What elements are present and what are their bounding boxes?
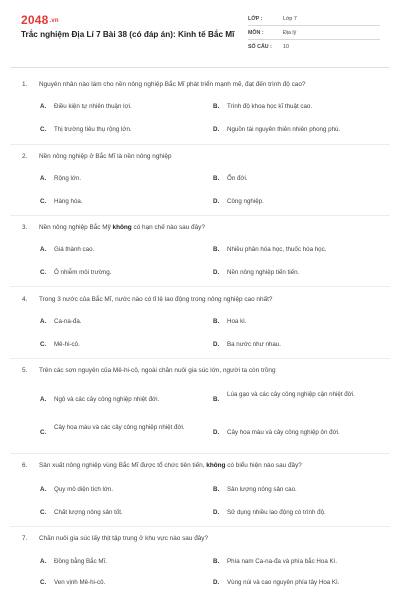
header-divider	[10, 67, 390, 68]
option-letter: A.	[40, 558, 47, 565]
logo-text: 2048	[21, 13, 49, 27]
question-number: 4.	[22, 296, 28, 303]
option-letter: C.	[40, 126, 47, 133]
answer-option[interactable]	[40, 268, 210, 277]
answer-option[interactable]	[213, 125, 383, 134]
option-letter: B.	[213, 318, 220, 325]
info-value: 10	[283, 44, 289, 50]
answer-option[interactable]	[40, 395, 210, 404]
answer-option[interactable]	[213, 245, 383, 254]
question-text	[22, 296, 382, 303]
option-text: Cây hoa màu và các cây công nghiệp nhiệt đới.	[54, 424, 185, 431]
quiz-info-table	[248, 12, 380, 54]
question-stem: Nguyên nhân nào làm cho nền nông nghiệp Bắc Mĩ phát triển mạnh mẽ, đạt đến trình độ cao?	[39, 81, 306, 88]
answer-option[interactable]	[213, 197, 383, 206]
question-stem-part: Sản xuất nông nghiệp vùng Bắc Mĩ được tổ chức tiên tiến,	[39, 462, 207, 469]
option-text: Ba nước như nhau.	[227, 341, 281, 348]
option-letter: C.	[40, 269, 47, 276]
option-text: Hoa kì.	[227, 318, 247, 325]
option-text: Rộng lớn.	[54, 175, 82, 182]
option-letter: C.	[40, 341, 47, 348]
question-number: 5.	[22, 367, 28, 374]
question-stem: Trong 3 nước của Bắc Mĩ, nước nào có tỉ lệ lao động trong nông nghiệp cao nhất?	[39, 296, 273, 303]
option-letter: A.	[40, 103, 47, 110]
option-text: Vùng núi và cao nguyên phía tây Hoa Kì.	[227, 579, 340, 586]
option-letter: A.	[40, 486, 47, 493]
option-letter: C.	[40, 198, 47, 205]
answer-option[interactable]	[40, 197, 210, 206]
answer-option[interactable]	[40, 125, 210, 134]
question-number: 1.	[22, 81, 28, 88]
answer-option[interactable]	[40, 578, 210, 587]
question-stem: Chăn nuôi gia súc lấy thịt tập trung ở khu vực nào sau đây?	[39, 535, 209, 542]
answer-option[interactable]	[213, 578, 383, 587]
answer-option[interactable]	[40, 423, 210, 437]
option-text: Công nghiệp.	[227, 198, 264, 205]
info-label: LỚP :	[248, 15, 263, 22]
option-letter: D.	[213, 509, 220, 516]
question-emphasis: không	[112, 224, 132, 231]
site-logo[interactable]	[21, 13, 59, 27]
option-letter: A.	[40, 175, 47, 182]
option-letter: B.	[213, 103, 220, 110]
question-text	[22, 367, 382, 374]
question-stem-part: có biểu hiện nào sau đây?	[225, 462, 302, 469]
question-stem-part: Nền nông nghiệp Bắc Mỹ	[39, 224, 113, 231]
info-value: Địa lý	[283, 29, 297, 36]
option-text: Lúa gạo và các cây công nghiệp cận nhiệt đới.	[227, 391, 355, 398]
answer-option[interactable]	[213, 508, 383, 517]
option-letter: B.	[213, 486, 220, 493]
option-text: Điều kiện tự nhiên thuận lợi.	[54, 103, 132, 110]
question-number: 6.	[22, 462, 28, 469]
info-label: MÔN :	[248, 29, 264, 36]
answer-option[interactable]	[40, 557, 210, 566]
option-text: Phía nam Ca-na-đa và phía bắc Hoa Kì.	[227, 558, 338, 565]
option-text: Hàng hóa.	[54, 198, 83, 205]
question-text	[22, 535, 382, 542]
answer-option[interactable]	[40, 317, 210, 326]
answer-option[interactable]	[40, 174, 210, 183]
option-letter: B.	[213, 558, 220, 565]
answer-option[interactable]	[213, 485, 383, 494]
info-value: Lớp 7	[283, 15, 297, 22]
option-letter: C.	[40, 509, 47, 516]
answer-option[interactable]	[213, 428, 383, 437]
option-text: Nhiều phân hóa học, thuốc hóa học.	[227, 246, 327, 253]
question-stem: Nền nông nghiệp ở Bắc Mĩ là nền nông nghiệp	[39, 153, 172, 160]
option-text: Ca-na-đa.	[54, 318, 82, 325]
page-header	[0, 0, 400, 72]
question-divider	[10, 453, 390, 454]
info-row-class	[248, 12, 380, 26]
page-title: Trắc nghiệm Địa Lí 7 Bài 38 (có đáp án): Kinh tế Bắc Mĩ	[21, 30, 235, 39]
question-divider	[10, 358, 390, 359]
option-text: Trình độ khoa học kĩ thuật cao.	[227, 103, 313, 110]
option-text: Chất lượng nông sản tốt.	[54, 509, 123, 516]
option-letter: D.	[213, 269, 220, 276]
option-text: Ven vịnh Mê-hi-cô.	[54, 579, 106, 586]
question-emphasis: không	[206, 462, 226, 469]
answer-option[interactable]	[213, 174, 383, 183]
info-label: SỐ CÂU :	[248, 44, 272, 50]
option-text: Sử dụng nhiều lao động có trình độ.	[227, 509, 326, 516]
question-divider	[10, 286, 390, 287]
option-text: Nguồn tài nguyên thiên nhiên phong phú.	[227, 126, 341, 133]
option-text: Nền nông nghiệp tiến tiến.	[227, 269, 300, 276]
option-text: Thị trường tiêu thụ rộng lớn.	[54, 126, 132, 133]
option-letter: D.	[213, 579, 220, 586]
answer-option[interactable]	[40, 508, 210, 517]
option-letter: C.	[40, 579, 47, 586]
option-letter: D.	[213, 198, 220, 205]
question-divider	[10, 526, 390, 527]
question-text	[22, 462, 382, 469]
option-text: Ổn đới.	[227, 175, 248, 182]
option-text: Ô nhiễm môi trường.	[54, 269, 112, 276]
answer-option[interactable]	[213, 317, 383, 326]
option-letter: A.	[40, 318, 47, 325]
question-stem-part: có hạn chế nào sau đây?	[131, 224, 205, 231]
question-number: 7.	[22, 535, 28, 542]
answer-option[interactable]	[213, 340, 383, 349]
question-text	[22, 81, 382, 88]
info-row-question-count	[248, 40, 380, 54]
option-letter: D.	[213, 126, 220, 133]
question-divider	[10, 215, 390, 216]
option-letter: B.	[213, 175, 220, 182]
option-letter: C.	[40, 429, 47, 436]
answer-option[interactable]	[40, 102, 210, 111]
option-text: Giá thành cao.	[54, 246, 95, 253]
option-letter: A.	[40, 396, 47, 403]
answer-option[interactable]	[213, 390, 383, 404]
option-text: Sản lượng nông sản cao.	[227, 486, 297, 493]
option-text: Mê-hi-cô.	[54, 341, 80, 348]
option-text: Quy mô diện tích lớn.	[54, 486, 114, 493]
question-text	[22, 224, 382, 231]
question-text	[22, 153, 382, 160]
answer-option[interactable]	[213, 268, 383, 277]
option-text: Ngô và các cây công nghiệp nhiệt đới.	[54, 396, 160, 403]
question-divider	[10, 144, 390, 145]
answer-option[interactable]	[213, 557, 383, 566]
info-row-subject	[248, 26, 380, 40]
logo-suffix: .vn	[49, 17, 59, 24]
question-number: 2.	[22, 153, 28, 160]
option-letter: A.	[40, 246, 47, 253]
option-text: Cây hoa màu và cây công nghiệp ôn đới.	[227, 429, 340, 436]
option-letter: D.	[213, 429, 220, 436]
answer-option[interactable]	[213, 102, 383, 111]
option-text: Đồng bằng Bắc Mĩ.	[54, 558, 107, 565]
option-letter: B.	[213, 396, 220, 403]
answer-option[interactable]	[40, 340, 210, 349]
question-number: 3.	[22, 224, 28, 231]
answer-option[interactable]	[40, 245, 210, 254]
answer-option[interactable]	[40, 485, 210, 494]
option-letter: B.	[213, 246, 220, 253]
question-stem: Trên các sơn nguyên của Mê-hi-cô, ngoài chăn nuôi gia súc lớn, người ta còn trồng	[39, 367, 276, 374]
option-letter: D.	[213, 341, 220, 348]
